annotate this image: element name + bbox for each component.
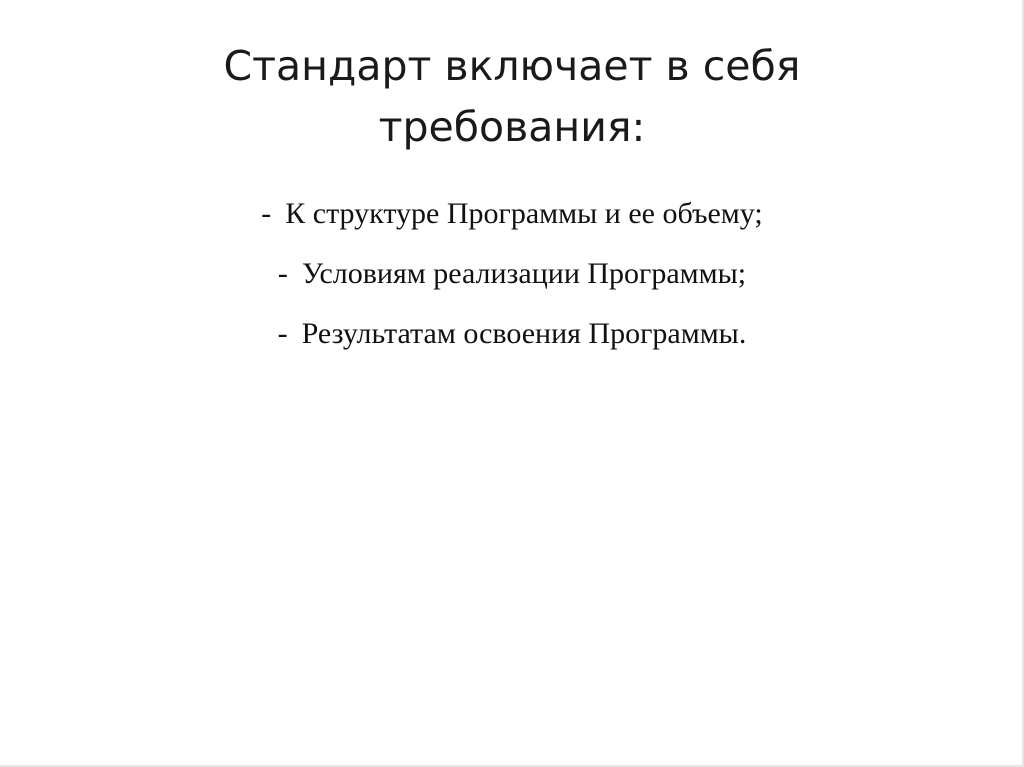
list-item	[150, 244, 874, 304]
list-item	[150, 304, 874, 364]
list-item-marker: -	[277, 317, 288, 350]
slide-title: Стандарт включает в себя требования:	[223, 42, 801, 151]
list-item	[150, 184, 874, 244]
list-item-text: Результатам освоения Программы.	[301, 317, 747, 350]
list-item-marker: -	[277, 257, 288, 290]
list-item-marker: -	[261, 197, 272, 230]
requirements-list	[150, 184, 874, 364]
list-item-text: Условиям реализации Программы;	[301, 257, 747, 290]
list-item-text: К структуре Программы и ее объему;	[285, 197, 763, 230]
